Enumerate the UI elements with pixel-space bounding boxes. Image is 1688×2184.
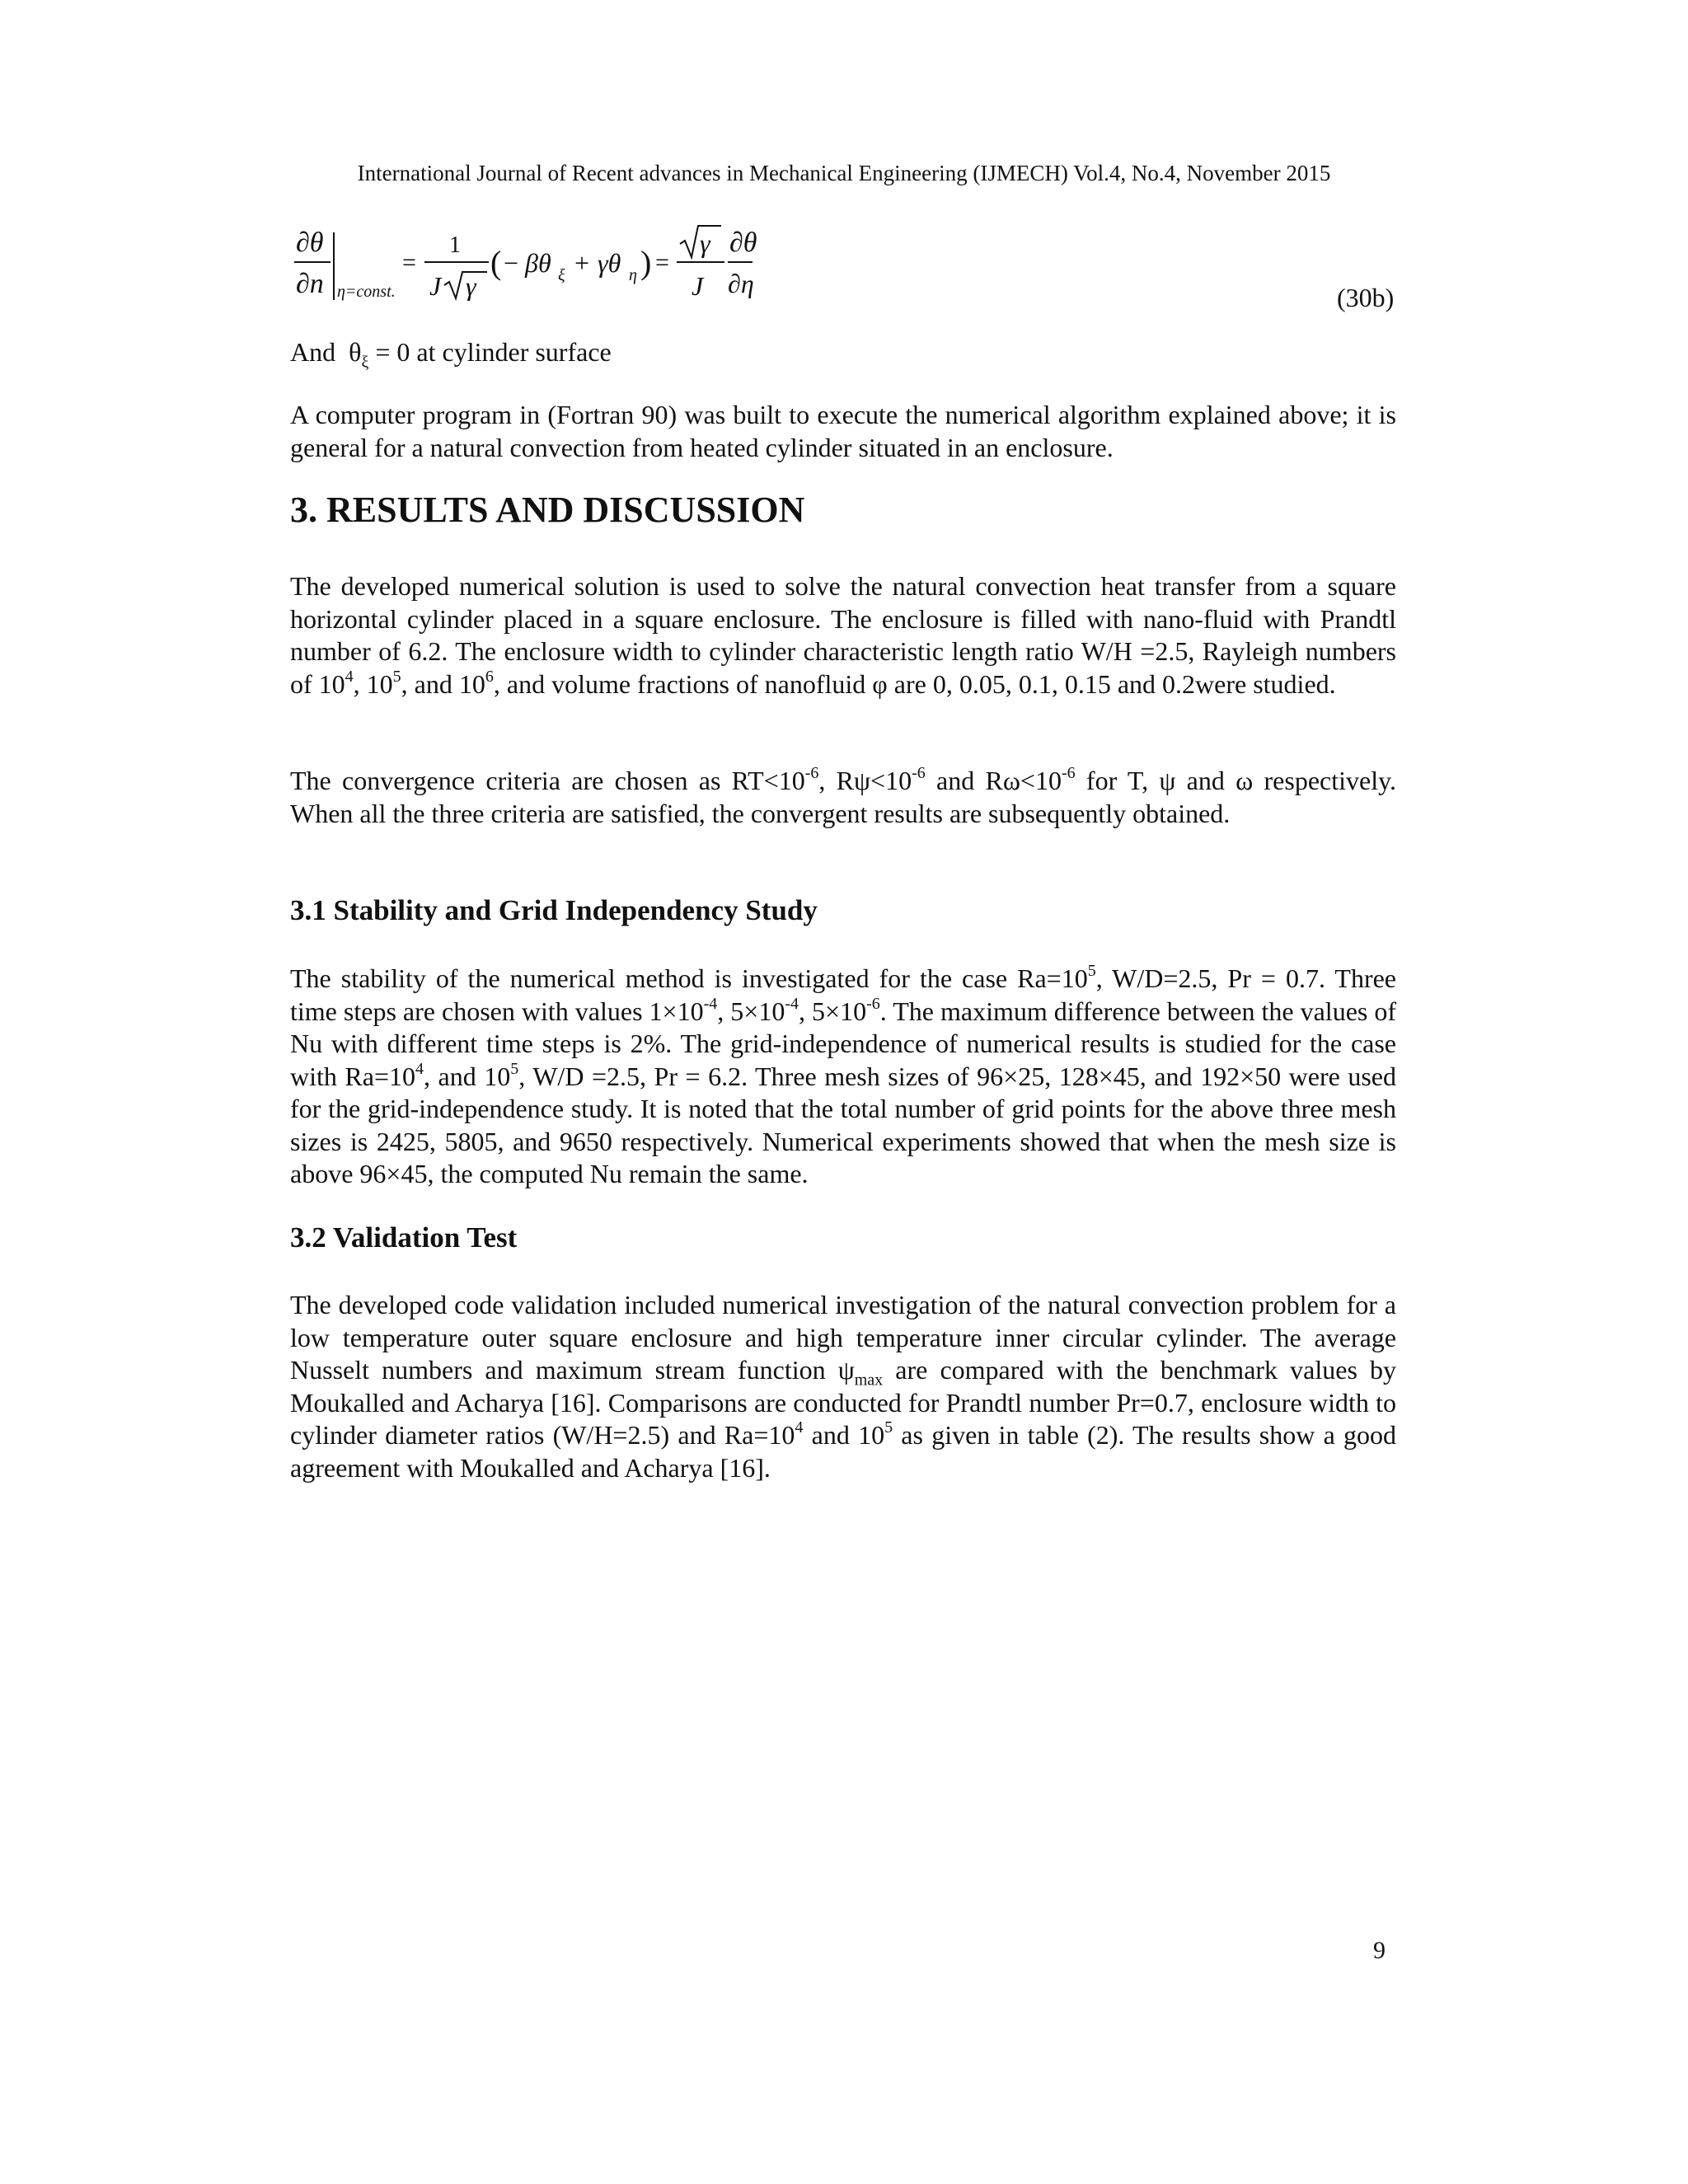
equation-30b [293, 221, 757, 312]
svg-text:J: J [429, 271, 442, 301]
section-3-1-heading: 3.1 Stability and Grid Independency Study [290, 894, 818, 926]
section-3-heading: 3. RESULTS AND DISCUSSION [290, 490, 805, 530]
section-3-paragraph-2: The convergence criteria are chosen as $RT<10^{-6}$, $R\psi<10^{-6}$ and $R\omega<10^{-6}$ for T, ψ and ω respectively. When all the three criteria are satisfied, the convergent results are subsequently obtained. [290, 764, 1397, 828]
section-3-1-paragraph: The stability of the numerical method is investigated for the case $Ra=10^5$, W/D=2.5, Pr = 0.7. Three time steps are chosen with values $1\times 10^{-4}$, $5\times 10^{-4}$, $5\times 10^{-6}$. The maximum difference between the values of Nu with different time steps is 2%. The grid-independence of numerical results is studied for the case with $Ra=10^4$, and $10^5$, W/D =2.5, Pr = 6.2. Three mesh sizes of 96×25, 128×45, and 192×50 were used for the grid-independence study. It is noted that the total number of grid points for the above three mesh sizes is 2425, 5805, and 9650 respectively. Numerical experiments showed that when the mesh size is above 96×45, the computed Nu remain the same. [290, 962, 1397, 1188]
eq-subscript: η=const. [337, 283, 396, 301]
svg-text:γ: γ [466, 271, 476, 301]
section-3-paragraph-1: The developed numerical solution is used to solve the natural convection heat transfer from a square horizontal cylinder placed in a square enclosure. The enclosure is filled with nano-fluid with Prandtl number of 6.2. The enclosure width to cylinder characteristic length ratio W/H =2.5, Rayleigh numbers of $10^4$, $10^5$, and $10^6$, and volume fractions of nanofluid φ are 0, 0.05, 0.1, 0.15 and 0.2were studied. [290, 571, 1396, 699]
program-paragraph: A computer program in (Fortran 90) was built to execute the numerical algorithm explained above; it is general for a natural convection from heated cylinder situated in an enclosure. [290, 400, 1396, 462]
svg-text:1: 1 [449, 232, 461, 258]
svg-text:=: = [402, 249, 416, 276]
svg-text:η: η [629, 266, 637, 284]
svg-text:ξ: ξ [558, 266, 565, 284]
svg-text:∂θ: ∂θ [729, 227, 757, 258]
section-3-2-heading: 3.2 Validation Test [290, 1221, 518, 1254]
svg-text:∂η: ∂η [728, 269, 754, 298]
svg-text:(: ( [490, 244, 502, 281]
svg-text:+: + [574, 248, 590, 278]
svg-text:∂n: ∂n [296, 269, 324, 299]
svg-text:J: J [692, 271, 704, 301]
svg-text:∂θ: ∂θ [296, 227, 324, 258]
page-number: 9 [1373, 1937, 1386, 1964]
boundary-condition: And $\theta_\xi = 0$ at cylinder surface [290, 337, 612, 372]
svg-text:βθ: βθ [525, 248, 551, 278]
journal-header: International Journal of Recent advances in Mechanical Engineering (IJMECH) Vol.4, No.4, November 2015 [357, 161, 1331, 185]
svg-text:=: = [655, 249, 669, 276]
svg-text:−: − [504, 248, 519, 278]
equation-label: (30b) [1337, 283, 1395, 312]
svg-text:): ) [640, 244, 652, 281]
section-3-2-paragraph: The developed code validation included numerical investigation of the natural convection problem for a low temperature outer square enclosure and high temperature inner circular cylinder. The average Nusselt numbers and maximum stream function $\psi_{max}$ are compared with the benchmark values by Moukalled and Acharya [16]. Comparisons are conducted for Prandtl number Pr=0.7, enclosure width to cylinder diameter ratios (W/H=2.5) and $Ra=10^4$ and $10^5$ as given in table (2). The results show a good agreement with Moukalled and Acharya [16]. [290, 1290, 1397, 1483]
svg-text:γ: γ [700, 228, 710, 258]
svg-text:γθ: γθ [598, 248, 621, 278]
